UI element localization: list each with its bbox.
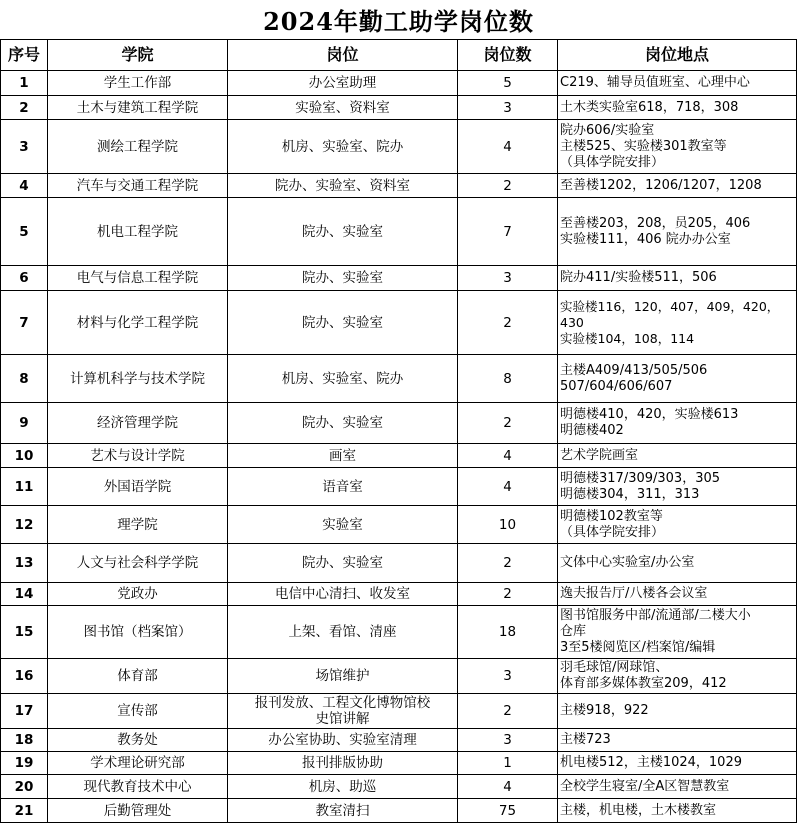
- row-location: 院办411/实验楼511，506: [558, 266, 797, 291]
- row-count: 2: [458, 583, 558, 606]
- row-no: 11: [1, 468, 48, 506]
- row-no: 19: [1, 752, 48, 775]
- table-row: [1, 403, 797, 444]
- row-post: 办公室助理: [228, 71, 458, 96]
- row-count: 2: [458, 403, 558, 444]
- row-location: 逸夫报告厅/八楼各会议室: [558, 583, 797, 606]
- row-count: 4: [458, 775, 558, 799]
- header-no: 序号: [1, 40, 48, 71]
- row-no: 17: [1, 694, 48, 729]
- header-count: 岗位数: [458, 40, 558, 71]
- row-location: 羽毛球馆/网球馆、 体育部多媒体教室209，412: [558, 659, 797, 694]
- row-post: 教室清扫: [228, 799, 458, 823]
- table-row: [1, 752, 797, 775]
- table-row: [1, 729, 797, 752]
- row-college: 材料与化学工程学院: [48, 291, 228, 355]
- row-college: 土木与建筑工程学院: [48, 96, 228, 120]
- row-no: 13: [1, 544, 48, 583]
- row-location: 主楼918，922: [558, 694, 797, 729]
- row-no: 15: [1, 606, 48, 659]
- table-row: [1, 799, 797, 823]
- row-college: 宣传部: [48, 694, 228, 729]
- row-college: 图书馆（档案馆）: [48, 606, 228, 659]
- row-count: 18: [458, 606, 558, 659]
- row-post: 院办、实验室: [228, 403, 458, 444]
- row-college: 电气与信息工程学院: [48, 266, 228, 291]
- row-location: 机电楼512，主楼1024，1029: [558, 752, 797, 775]
- row-count: 5: [458, 71, 558, 96]
- row-location: 主楼723: [558, 729, 797, 752]
- row-college: 计算机科学与技术学院: [48, 355, 228, 403]
- table-row: [1, 355, 797, 403]
- row-location: 艺术学院画室: [558, 444, 797, 468]
- row-count: 3: [458, 729, 558, 752]
- row-post: 院办、实验室: [228, 291, 458, 355]
- row-count: 2: [458, 544, 558, 583]
- row-college: 现代教育技术中心: [48, 775, 228, 799]
- row-location: 明德楼410，420，实验楼613 明德楼402: [558, 403, 797, 444]
- header-college: 学院: [48, 40, 228, 71]
- header-post: 岗位: [228, 40, 458, 71]
- table-row: [1, 694, 797, 729]
- table-row: [1, 291, 797, 355]
- row-location: 院办606/实验室 主楼525、实验楼301教室等 （具体学院安排）: [558, 120, 797, 174]
- row-no: 14: [1, 583, 48, 606]
- row-count: 2: [458, 694, 558, 729]
- table-row: [1, 659, 797, 694]
- row-location: 明德楼317/309/303，305 明德楼304，311，313: [558, 468, 797, 506]
- row-college: 学术理论研究部: [48, 752, 228, 775]
- table-row: [1, 444, 797, 468]
- row-no: 12: [1, 506, 48, 544]
- row-college: 学生工作部: [48, 71, 228, 96]
- row-count: 75: [458, 799, 558, 823]
- row-no: 5: [1, 198, 48, 266]
- row-no: 18: [1, 729, 48, 752]
- row-no: 10: [1, 444, 48, 468]
- positions-table: [0, 39, 797, 823]
- row-college: 机电工程学院: [48, 198, 228, 266]
- row-no: 21: [1, 799, 48, 823]
- row-count: 4: [458, 444, 558, 468]
- row-college: 外国语学院: [48, 468, 228, 506]
- row-location: 至善楼203，208，员205，406 实验楼111，406 院办办公室: [558, 198, 797, 266]
- row-college: 经济管理学院: [48, 403, 228, 444]
- table-row: [1, 120, 797, 174]
- row-college: 体育部: [48, 659, 228, 694]
- row-no: 2: [1, 96, 48, 120]
- row-no: 4: [1, 174, 48, 198]
- row-post: 办公室协助、实验室清理: [228, 729, 458, 752]
- row-no: 7: [1, 291, 48, 355]
- row-post: 院办、实验室: [228, 266, 458, 291]
- row-location: 文体中心实验室/办公室: [558, 544, 797, 583]
- table-row: [1, 96, 797, 120]
- row-post: 机房、实验室、院办: [228, 355, 458, 403]
- row-post: 机房、实验室、院办: [228, 120, 458, 174]
- row-college: 测绘工程学院: [48, 120, 228, 174]
- row-location: 至善楼1202，1206/1207，1208: [558, 174, 797, 198]
- page-title: 2024年勤工助学岗位数: [263, 7, 534, 36]
- row-post: 语音室: [228, 468, 458, 506]
- row-count: 8: [458, 355, 558, 403]
- row-count: 3: [458, 659, 558, 694]
- table-row: [1, 174, 797, 198]
- row-post: 画室: [228, 444, 458, 468]
- row-count: 1: [458, 752, 558, 775]
- row-no: 9: [1, 403, 48, 444]
- row-count: 7: [458, 198, 558, 266]
- row-location: 全校学生寝室/全A区智慧教室: [558, 775, 797, 799]
- header-location: 岗位地点: [558, 40, 797, 71]
- row-count: 4: [458, 468, 558, 506]
- row-post: 机房、助巡: [228, 775, 458, 799]
- row-post: 报刊排版协助: [228, 752, 458, 775]
- row-college: 人文与社会科学学院: [48, 544, 228, 583]
- row-post: 院办、实验室: [228, 544, 458, 583]
- row-college: 教务处: [48, 729, 228, 752]
- row-college: 党政办: [48, 583, 228, 606]
- table-row: [1, 468, 797, 506]
- row-college: 艺术与设计学院: [48, 444, 228, 468]
- row-post: 实验室: [228, 506, 458, 544]
- row-location: 明德楼102教室等 （具体学院安排）: [558, 506, 797, 544]
- row-location: 主楼A409/413/505/506 507/604/606/607: [558, 355, 797, 403]
- table-row: [1, 266, 797, 291]
- row-location: 图书馆服务中部/流通部/二楼大小 仓库 3至5楼阅览区/档案馆/编辑: [558, 606, 797, 659]
- row-no: 20: [1, 775, 48, 799]
- row-post: 院办、实验室: [228, 198, 458, 266]
- row-post: 报刊发放、工程文化博物馆校 史馆讲解: [228, 694, 458, 729]
- row-count: 3: [458, 96, 558, 120]
- row-count: 10: [458, 506, 558, 544]
- row-post: 上架、看馆、清座: [228, 606, 458, 659]
- row-location: 主楼，机电楼，土木楼教室: [558, 799, 797, 823]
- table-row: [1, 606, 797, 659]
- row-no: 1: [1, 71, 48, 96]
- row-post: 场馆维护: [228, 659, 458, 694]
- row-college: 后勤管理处: [48, 799, 228, 823]
- table-row: [1, 71, 797, 96]
- row-no: 6: [1, 266, 48, 291]
- row-college: 理学院: [48, 506, 228, 544]
- table-row: [1, 544, 797, 583]
- row-no: 8: [1, 355, 48, 403]
- row-count: 3: [458, 266, 558, 291]
- header-row: [1, 40, 797, 71]
- table-row: [1, 583, 797, 606]
- row-count: 2: [458, 174, 558, 198]
- row-location: C219、辅导员值班室、心理中心: [558, 71, 797, 96]
- row-location: 实验楼116，120，407，409，420，430 实验楼104，108，114: [558, 291, 797, 355]
- row-no: 3: [1, 120, 48, 174]
- row-post: 院办、实验室、资料室: [228, 174, 458, 198]
- row-no: 16: [1, 659, 48, 694]
- table-row: [1, 775, 797, 799]
- row-post: 电信中心清扫、收发室: [228, 583, 458, 606]
- row-post: 实验室、资料室: [228, 96, 458, 120]
- row-count: 2: [458, 291, 558, 355]
- table-row: [1, 198, 797, 266]
- row-college: 汽车与交通工程学院: [48, 174, 228, 198]
- row-location: 土木类实验室618，718，308: [558, 96, 797, 120]
- row-count: 4: [458, 120, 558, 174]
- table-row: [1, 506, 797, 544]
